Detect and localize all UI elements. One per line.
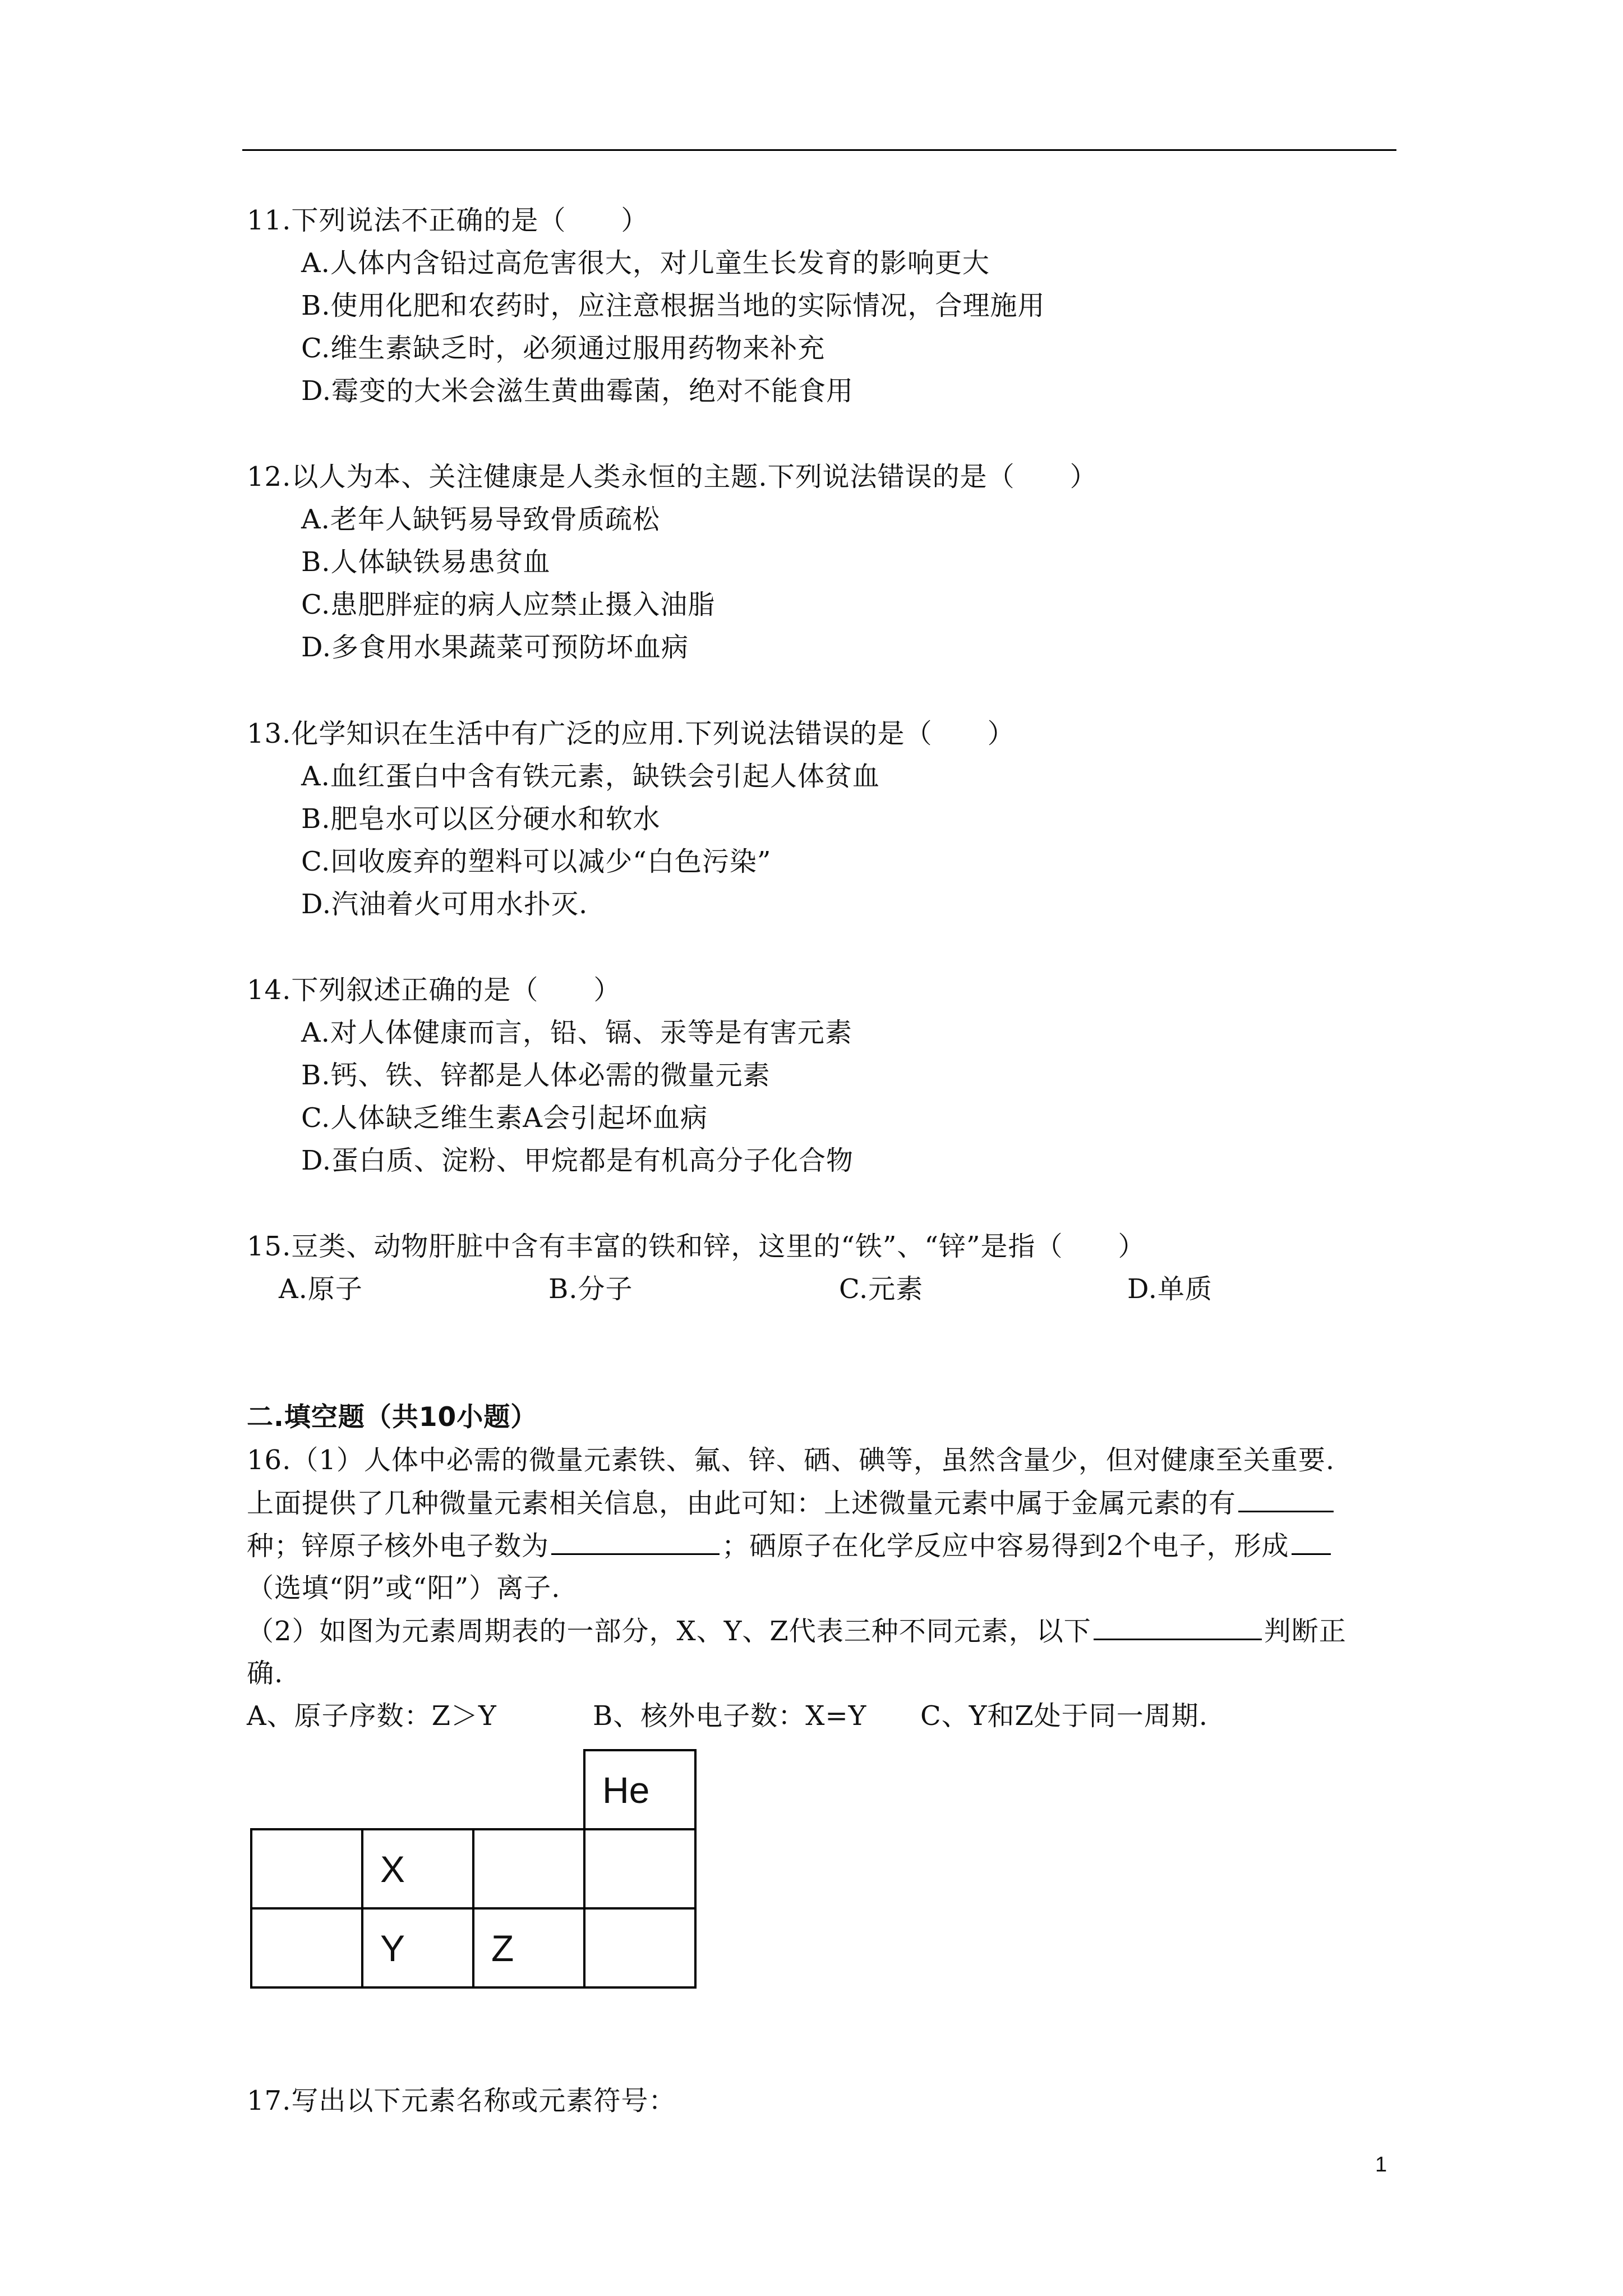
page-number: 1 [1375,2153,1387,2177]
table-cell [584,1908,695,1987]
q13-option-d: D.汽油着火可用水扑灭. [301,889,588,920]
q15-option-c: C.元素 [839,1273,924,1305]
table-cell [251,1829,362,1908]
q13-option-a: A.血红蛋白中含有铁元素，缺铁会引起人体贫血 [301,761,880,792]
section-heading: 二.填空题（共10小题） [247,1402,538,1433]
table-cell [362,1750,473,1829]
q16-choice-c: C、Y和Z处于同一周期. [920,1700,1209,1732]
table-cell [251,1908,362,1987]
q16-line-1: 16.（1）人体中必需的微量元素铁、氟、锌、硒、碘等，虽然含量少，但对健康至关重要. [247,1444,1335,1476]
q14-option-a: A.对人体健康而言，铅、镉、汞等是有害元素 [301,1017,852,1048]
q15-option-d: D.单质 [1127,1273,1213,1305]
q12-stem: 12.以人为本、关注健康是人类永恒的主题.下列说法错误的是（ ） [247,461,1098,493]
q16-line-5-text-a: （2）如图为元素周期表的一部分，X、Y、Z代表三种不同元素，以下 [247,1616,1091,1647]
q11-stem: 11.下列说法不正确的是（ ） [247,205,649,236]
q13-option-c: C.回收废弃的塑料可以减少“白色污染” [301,846,772,877]
answer-blank-zinc-electrons[interactable] [551,1529,720,1555]
q12-option-b: B.人体缺铁易患贫血 [301,546,551,578]
q16-line-3-text-b: ；硒原子在化学反应中容易得到2个电子，形成 [722,1530,1289,1562]
q15-option-a: A.原子 [279,1273,363,1305]
q16-line-2-text: 上面提供了几种微量元素相关信息，由此可知：上述微量元素中属于金属元素的有 [247,1488,1237,1519]
periodic-table-fragment [250,1749,697,1989]
q14-stem: 14.下列叙述正确的是（ ） [247,974,621,1006]
q11-option-c: C.维生素缺乏时，必须通过服用药物来补充 [301,333,826,364]
element-y-cell: Y [362,1908,473,1987]
q16-line-3 [247,1529,1333,1563]
q14-option-d: D.蛋白质、淀粉、甲烷都是有机高分子化合物 [301,1145,854,1176]
q15-option-b: B.分子 [548,1273,633,1305]
element-z-cell: Z [473,1908,584,1987]
table-cell [251,1750,362,1829]
q11-option-d: D.霉变的大米会滋生黄曲霉菌，绝对不能食用 [301,375,854,407]
answer-blank-metal-count[interactable] [1238,1486,1334,1512]
answer-blank-ion-type[interactable] [1292,1529,1331,1555]
q17-stem: 17.写出以下元素名称或元素符号： [247,2085,676,2116]
element-x-cell: X [362,1829,473,1908]
q16-line-6: 确. [247,1658,284,1689]
q16-line-4: （选填“阴”或“阳”）离子. [247,1572,561,1604]
header-rule [242,149,1396,151]
q16-line-2 [247,1486,1336,1520]
q11-option-a: A.人体内含铅过高危害很大，对儿童生长发育的影响更大 [301,247,990,279]
table-cell [584,1829,695,1908]
q12-option-c: C.患肥胖症的病人应禁止摄入油脂 [301,589,716,620]
q16-line-5 [247,1614,1347,1648]
q13-option-b: B.肥皂水可以区分硬水和软水 [301,803,661,835]
q11-option-b: B.使用化肥和农药时，应注意根据当地的实际情况，合理施用 [301,290,1045,321]
q12-option-a: A.老年人缺钙易导致骨质疏松 [301,504,660,535]
element-he-cell: He [584,1750,695,1829]
q16-line-5-text-b: 判断正 [1264,1616,1347,1647]
q13-stem: 13.化学知识在生活中有广泛的应用.下列说法错误的是（ ） [247,718,1015,749]
table-cell [473,1829,584,1908]
q16-choice-a: A、原子序数：Z＞Y [247,1700,497,1732]
q14-option-b: B.钙、铁、锌都是人体必需的微量元素 [301,1060,771,1091]
q16-line-3-text-a: 种；锌原子核外电子数为 [247,1530,550,1562]
answer-blank-judgement[interactable] [1094,1614,1262,1640]
q14-option-c: C.人体缺乏维生素A会引起坏血病 [301,1102,708,1134]
table-cell [473,1750,584,1829]
q15-stem: 15.豆类、动物肝脏中含有丰富的铁和锌，这里的“铁”、“锌”是指（ ） [247,1231,1146,1262]
q16-choice-b: B、核外电子数：X=Y [593,1700,867,1732]
q12-option-d: D.多食用水果蔬菜可预防坏血病 [301,632,689,663]
